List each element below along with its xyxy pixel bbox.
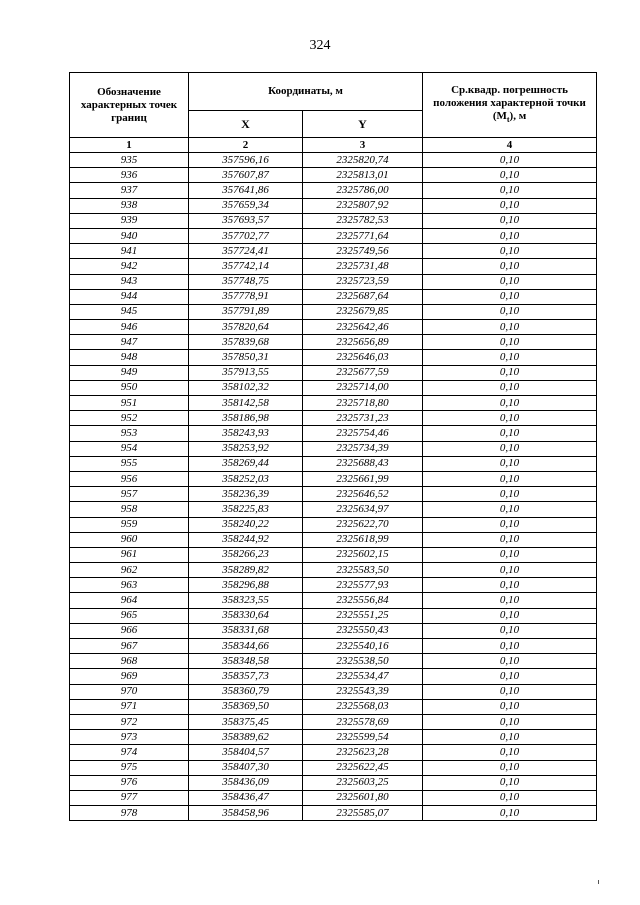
y-coordinate-cell: 2325622,45	[303, 760, 423, 775]
point-id-cell: 960	[70, 532, 189, 547]
table-row	[70, 441, 597, 456]
coordinates-table	[69, 72, 597, 821]
header-rms-error-text: Ср.квадр. погрешность положения характерной точки (M	[433, 83, 586, 122]
rms-error-cell: 0,10	[423, 760, 597, 775]
column-number-row	[70, 138, 597, 153]
rms-error-cell: 0,10	[423, 396, 597, 411]
x-coordinate-cell: 358360,79	[189, 684, 303, 699]
rms-error-cell: 0,10	[423, 304, 597, 319]
y-coordinate-cell: 2325813,01	[303, 168, 423, 183]
x-coordinate-cell: 358436,47	[189, 790, 303, 805]
point-id-cell: 961	[70, 547, 189, 562]
x-coordinate-cell: 358436,09	[189, 775, 303, 790]
table-row	[70, 547, 597, 562]
y-coordinate-cell: 2325623,28	[303, 745, 423, 760]
rms-error-cell: 0,10	[423, 168, 597, 183]
rms-error-cell: 0,10	[423, 198, 597, 213]
rms-error-cell: 0,10	[423, 289, 597, 304]
x-coordinate-cell: 358243,93	[189, 426, 303, 441]
table-body	[70, 153, 597, 821]
table-row	[70, 350, 597, 365]
point-id-cell: 939	[70, 213, 189, 228]
header-rms-error-subscript: t	[506, 115, 510, 125]
table-row	[70, 639, 597, 654]
column-number: 4	[423, 138, 597, 153]
y-coordinate-cell: 2325656,89	[303, 335, 423, 350]
x-coordinate-cell: 357607,87	[189, 168, 303, 183]
point-id-cell: 970	[70, 684, 189, 699]
x-coordinate-cell: 357724,41	[189, 244, 303, 259]
rms-error-cell: 0,10	[423, 669, 597, 684]
y-coordinate-cell: 2325583,50	[303, 563, 423, 578]
x-coordinate-cell: 358458,96	[189, 806, 303, 821]
x-coordinate-cell: 357693,57	[189, 213, 303, 228]
point-id-cell: 954	[70, 441, 189, 456]
y-coordinate-cell: 2325661,99	[303, 471, 423, 486]
x-coordinate-cell: 358331,68	[189, 623, 303, 638]
rms-error-cell: 0,10	[423, 259, 597, 274]
rms-error-cell: 0,10	[423, 578, 597, 593]
table-row	[70, 730, 597, 745]
point-id-cell: 951	[70, 396, 189, 411]
table-row	[70, 502, 597, 517]
x-coordinate-cell: 358389,62	[189, 730, 303, 745]
x-coordinate-cell: 358186,98	[189, 411, 303, 426]
table-row	[70, 396, 597, 411]
y-coordinate-cell: 2325578,69	[303, 714, 423, 729]
point-id-cell: 963	[70, 578, 189, 593]
table-row	[70, 168, 597, 183]
point-id-cell: 966	[70, 623, 189, 638]
table-row	[70, 593, 597, 608]
rms-error-cell: 0,10	[423, 320, 597, 335]
x-coordinate-cell: 357791,89	[189, 304, 303, 319]
rms-error-cell: 0,10	[423, 487, 597, 502]
y-coordinate-cell: 2325731,48	[303, 259, 423, 274]
table-row	[70, 760, 597, 775]
x-coordinate-cell: 358404,57	[189, 745, 303, 760]
rms-error-cell: 0,10	[423, 532, 597, 547]
table-row	[70, 790, 597, 805]
column-number: 3	[303, 138, 423, 153]
point-id-cell: 945	[70, 304, 189, 319]
point-id-cell: 952	[70, 411, 189, 426]
point-id-cell: 975	[70, 760, 189, 775]
rms-error-cell: 0,10	[423, 623, 597, 638]
x-coordinate-cell: 358225,83	[189, 502, 303, 517]
table-row	[70, 669, 597, 684]
table-row	[70, 532, 597, 547]
point-id-cell: 946	[70, 320, 189, 335]
rms-error-cell: 0,10	[423, 684, 597, 699]
y-coordinate-cell: 2325687,64	[303, 289, 423, 304]
y-coordinate-cell: 2325642,46	[303, 320, 423, 335]
point-id-cell: 955	[70, 456, 189, 471]
point-id-cell: 941	[70, 244, 189, 259]
point-id-cell: 943	[70, 274, 189, 289]
point-id-cell: 964	[70, 593, 189, 608]
rms-error-cell: 0,10	[423, 441, 597, 456]
y-coordinate-cell: 2325622,70	[303, 517, 423, 532]
table-row	[70, 380, 597, 395]
point-id-cell: 940	[70, 228, 189, 243]
y-coordinate-cell: 2325585,07	[303, 806, 423, 821]
x-coordinate-cell: 357913,55	[189, 365, 303, 380]
y-coordinate-cell: 2325714,00	[303, 380, 423, 395]
rms-error-cell: 0,10	[423, 593, 597, 608]
x-coordinate-cell: 357742,14	[189, 259, 303, 274]
rms-error-cell: 0,10	[423, 547, 597, 562]
table-row	[70, 228, 597, 243]
x-coordinate-cell: 357820,64	[189, 320, 303, 335]
rms-error-cell: 0,10	[423, 517, 597, 532]
rms-error-cell: 0,10	[423, 775, 597, 790]
rms-error-cell: 0,10	[423, 806, 597, 821]
point-id-cell: 958	[70, 502, 189, 517]
table-row	[70, 471, 597, 486]
y-coordinate-cell: 2325771,64	[303, 228, 423, 243]
point-id-cell: 957	[70, 487, 189, 502]
y-coordinate-cell: 2325538,50	[303, 654, 423, 669]
y-coordinate-cell: 2325634,97	[303, 502, 423, 517]
y-coordinate-cell: 2325734,39	[303, 441, 423, 456]
point-id-cell: 968	[70, 654, 189, 669]
point-id-cell: 978	[70, 806, 189, 821]
x-coordinate-cell: 357748,75	[189, 274, 303, 289]
x-coordinate-cell: 357850,31	[189, 350, 303, 365]
point-id-cell: 967	[70, 639, 189, 654]
x-coordinate-cell: 357641,86	[189, 183, 303, 198]
point-id-cell: 971	[70, 699, 189, 714]
x-coordinate-cell: 358407,30	[189, 760, 303, 775]
table-row	[70, 806, 597, 821]
point-id-cell: 935	[70, 153, 189, 168]
point-id-cell: 969	[70, 669, 189, 684]
y-coordinate-cell: 2325543,39	[303, 684, 423, 699]
y-coordinate-cell: 2325718,80	[303, 396, 423, 411]
table-row	[70, 365, 597, 380]
header-point-designation: Обозначение характерных точек границ	[70, 73, 189, 138]
rms-error-cell: 0,10	[423, 365, 597, 380]
point-id-cell: 962	[70, 563, 189, 578]
y-coordinate-cell: 2325731,23	[303, 411, 423, 426]
x-coordinate-cell: 358240,22	[189, 517, 303, 532]
rms-error-cell: 0,10	[423, 639, 597, 654]
table-row	[70, 699, 597, 714]
y-coordinate-cell: 2325677,59	[303, 365, 423, 380]
x-coordinate-cell: 358266,23	[189, 547, 303, 562]
column-number: 2	[189, 138, 303, 153]
rms-error-cell: 0,10	[423, 274, 597, 289]
table-row	[70, 289, 597, 304]
y-coordinate-cell: 2325540,16	[303, 639, 423, 654]
rms-error-cell: 0,10	[423, 350, 597, 365]
y-coordinate-cell: 2325602,15	[303, 547, 423, 562]
y-coordinate-cell: 2325786,00	[303, 183, 423, 198]
point-id-cell: 959	[70, 517, 189, 532]
x-coordinate-cell: 358375,45	[189, 714, 303, 729]
point-id-cell: 973	[70, 730, 189, 745]
point-id-cell: 976	[70, 775, 189, 790]
rms-error-cell: 0,10	[423, 244, 597, 259]
table-row	[70, 183, 597, 198]
x-coordinate-cell: 358252,03	[189, 471, 303, 486]
table-row	[70, 153, 597, 168]
rms-error-cell: 0,10	[423, 456, 597, 471]
rms-error-cell: 0,10	[423, 426, 597, 441]
point-id-cell: 948	[70, 350, 189, 365]
rms-error-cell: 0,10	[423, 380, 597, 395]
table-row	[70, 578, 597, 593]
rms-error-cell: 0,10	[423, 745, 597, 760]
x-coordinate-cell: 358142,58	[189, 396, 303, 411]
point-id-cell: 974	[70, 745, 189, 760]
x-coordinate-cell: 357596,16	[189, 153, 303, 168]
point-id-cell: 956	[70, 471, 189, 486]
x-coordinate-cell: 358253,92	[189, 441, 303, 456]
table-row	[70, 456, 597, 471]
rms-error-cell: 0,10	[423, 502, 597, 517]
table-row	[70, 411, 597, 426]
table-row	[70, 198, 597, 213]
rms-error-cell: 0,10	[423, 411, 597, 426]
rms-error-cell: 0,10	[423, 471, 597, 486]
point-id-cell: 937	[70, 183, 189, 198]
table-row	[70, 335, 597, 350]
table-row	[70, 320, 597, 335]
x-coordinate-cell: 358357,73	[189, 669, 303, 684]
y-coordinate-cell: 2325723,59	[303, 274, 423, 289]
rms-error-cell: 0,10	[423, 213, 597, 228]
header-coordinates: Координаты, м	[189, 73, 423, 111]
y-coordinate-cell: 2325679,85	[303, 304, 423, 319]
column-number: 1	[70, 138, 189, 153]
table-row	[70, 684, 597, 699]
point-id-cell: 936	[70, 168, 189, 183]
rms-error-cell: 0,10	[423, 714, 597, 729]
x-coordinate-cell: 358344,66	[189, 639, 303, 654]
table-row	[70, 426, 597, 441]
y-coordinate-cell: 2325599,54	[303, 730, 423, 745]
table-row	[70, 563, 597, 578]
rms-error-cell: 0,10	[423, 608, 597, 623]
x-coordinate-cell: 357778,91	[189, 289, 303, 304]
y-coordinate-cell: 2325601,80	[303, 790, 423, 805]
point-id-cell: 977	[70, 790, 189, 805]
y-coordinate-cell: 2325754,46	[303, 426, 423, 441]
y-coordinate-cell: 2325646,52	[303, 487, 423, 502]
header-rms-error-unit: ), м	[509, 109, 527, 122]
header-y: Y	[303, 111, 423, 138]
rms-error-cell: 0,10	[423, 153, 597, 168]
table-row	[70, 244, 597, 259]
x-coordinate-cell: 357839,68	[189, 335, 303, 350]
y-coordinate-cell: 2325782,53	[303, 213, 423, 228]
table-row	[70, 213, 597, 228]
point-id-cell: 953	[70, 426, 189, 441]
x-coordinate-cell: 358289,82	[189, 563, 303, 578]
x-coordinate-cell: 358236,39	[189, 487, 303, 502]
y-coordinate-cell: 2325551,25	[303, 608, 423, 623]
y-coordinate-cell: 2325577,93	[303, 578, 423, 593]
rms-error-cell: 0,10	[423, 335, 597, 350]
rms-error-cell: 0,10	[423, 790, 597, 805]
y-coordinate-cell: 2325646,03	[303, 350, 423, 365]
header-rms-error	[423, 73, 597, 138]
y-coordinate-cell: 2325550,43	[303, 623, 423, 638]
table-row	[70, 517, 597, 532]
y-coordinate-cell: 2325556,84	[303, 593, 423, 608]
table-row	[70, 623, 597, 638]
y-coordinate-cell: 2325688,43	[303, 456, 423, 471]
point-id-cell: 950	[70, 380, 189, 395]
table-row	[70, 654, 597, 669]
scan-mark	[598, 880, 599, 884]
page-number: 324	[309, 38, 331, 53]
rms-error-cell: 0,10	[423, 228, 597, 243]
y-coordinate-cell: 2325534,47	[303, 669, 423, 684]
rms-error-cell: 0,10	[423, 730, 597, 745]
y-coordinate-cell: 2325618,99	[303, 532, 423, 547]
y-coordinate-cell: 2325603,25	[303, 775, 423, 790]
x-coordinate-cell: 358323,55	[189, 593, 303, 608]
x-coordinate-cell: 357702,77	[189, 228, 303, 243]
table-row	[70, 487, 597, 502]
y-coordinate-cell: 2325749,56	[303, 244, 423, 259]
x-coordinate-cell: 358244,92	[189, 532, 303, 547]
point-id-cell: 938	[70, 198, 189, 213]
table-row	[70, 745, 597, 760]
header-x: X	[189, 111, 303, 138]
x-coordinate-cell: 358348,58	[189, 654, 303, 669]
rms-error-cell: 0,10	[423, 654, 597, 669]
y-coordinate-cell: 2325807,92	[303, 198, 423, 213]
point-id-cell: 972	[70, 714, 189, 729]
rms-error-cell: 0,10	[423, 183, 597, 198]
table-row	[70, 304, 597, 319]
x-coordinate-cell: 358296,88	[189, 578, 303, 593]
point-id-cell: 947	[70, 335, 189, 350]
x-coordinate-cell: 358102,32	[189, 380, 303, 395]
rms-error-cell: 0,10	[423, 563, 597, 578]
point-id-cell: 965	[70, 608, 189, 623]
y-coordinate-cell: 2325820,74	[303, 153, 423, 168]
y-coordinate-cell: 2325568,03	[303, 699, 423, 714]
point-id-cell: 944	[70, 289, 189, 304]
table-row	[70, 775, 597, 790]
table-header	[70, 73, 597, 153]
x-coordinate-cell: 358330,64	[189, 608, 303, 623]
table-row	[70, 274, 597, 289]
x-coordinate-cell: 358369,50	[189, 699, 303, 714]
table-row	[70, 259, 597, 274]
x-coordinate-cell: 357659,34	[189, 198, 303, 213]
rms-error-cell: 0,10	[423, 699, 597, 714]
table-row	[70, 608, 597, 623]
x-coordinate-cell: 358269,44	[189, 456, 303, 471]
table-row	[70, 714, 597, 729]
point-id-cell: 949	[70, 365, 189, 380]
point-id-cell: 942	[70, 259, 189, 274]
